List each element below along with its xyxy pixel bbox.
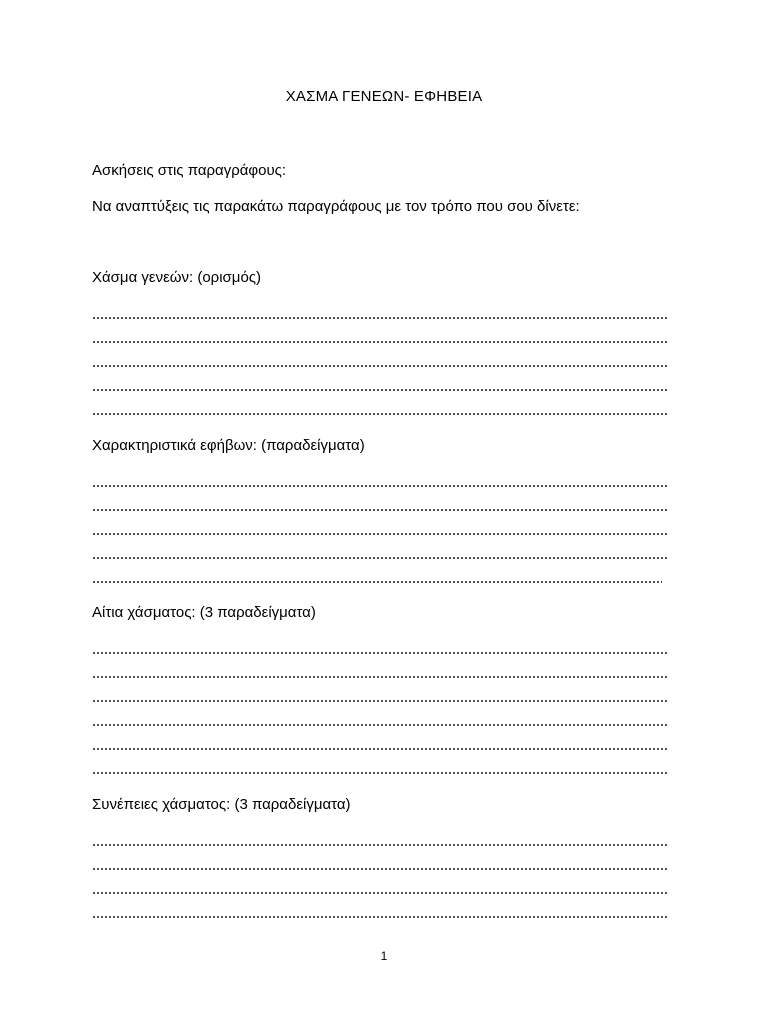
- answer-line[interactable]: [92, 723, 667, 727]
- answer-line[interactable]: [92, 867, 667, 871]
- answer-line[interactable]: [92, 364, 667, 368]
- document-title: ΧΑΣΜΑ ΓΕΝΕΩΝ- ΕΦΗΒΕΙΑ: [285, 88, 483, 105]
- intro-heading: Ασκήσεις στις παραγράφους:: [92, 162, 287, 179]
- instruction-text: Να αναπτύξεις τις παρακάτω παραγράφους με τον τρόπο που σου δίνετε:: [92, 198, 580, 215]
- answer-line[interactable]: [92, 891, 667, 895]
- answer-line[interactable]: [92, 675, 667, 679]
- answer-line[interactable]: [92, 508, 667, 512]
- answer-line[interactable]: [92, 843, 667, 847]
- answer-line[interactable]: [92, 651, 667, 655]
- section-heading-characteristics: Χαρακτηριστικά εφήβων: (παραδείγματα): [92, 437, 365, 454]
- section-heading-definition: Χάσμα γενεών: (ορισμός): [92, 269, 262, 286]
- answer-line[interactable]: [92, 699, 667, 703]
- answer-line[interactable]: [92, 915, 667, 919]
- answer-line[interactable]: [92, 580, 662, 584]
- answer-line[interactable]: [92, 412, 667, 416]
- section-heading-consequences: Συνέπειες χάσματος: (3 παραδείγματα): [92, 796, 351, 813]
- answer-line[interactable]: [92, 484, 667, 488]
- page-number: 1: [380, 949, 388, 963]
- answer-line[interactable]: [92, 532, 667, 536]
- answer-line[interactable]: [92, 316, 667, 320]
- answer-line[interactable]: [92, 340, 667, 344]
- answer-line[interactable]: [92, 388, 667, 392]
- answer-line[interactable]: [92, 747, 667, 751]
- section-heading-causes: Αίτια χάσματος: (3 παραδείγματα): [92, 604, 316, 621]
- answer-line[interactable]: [92, 771, 667, 775]
- answer-line[interactable]: [92, 556, 667, 560]
